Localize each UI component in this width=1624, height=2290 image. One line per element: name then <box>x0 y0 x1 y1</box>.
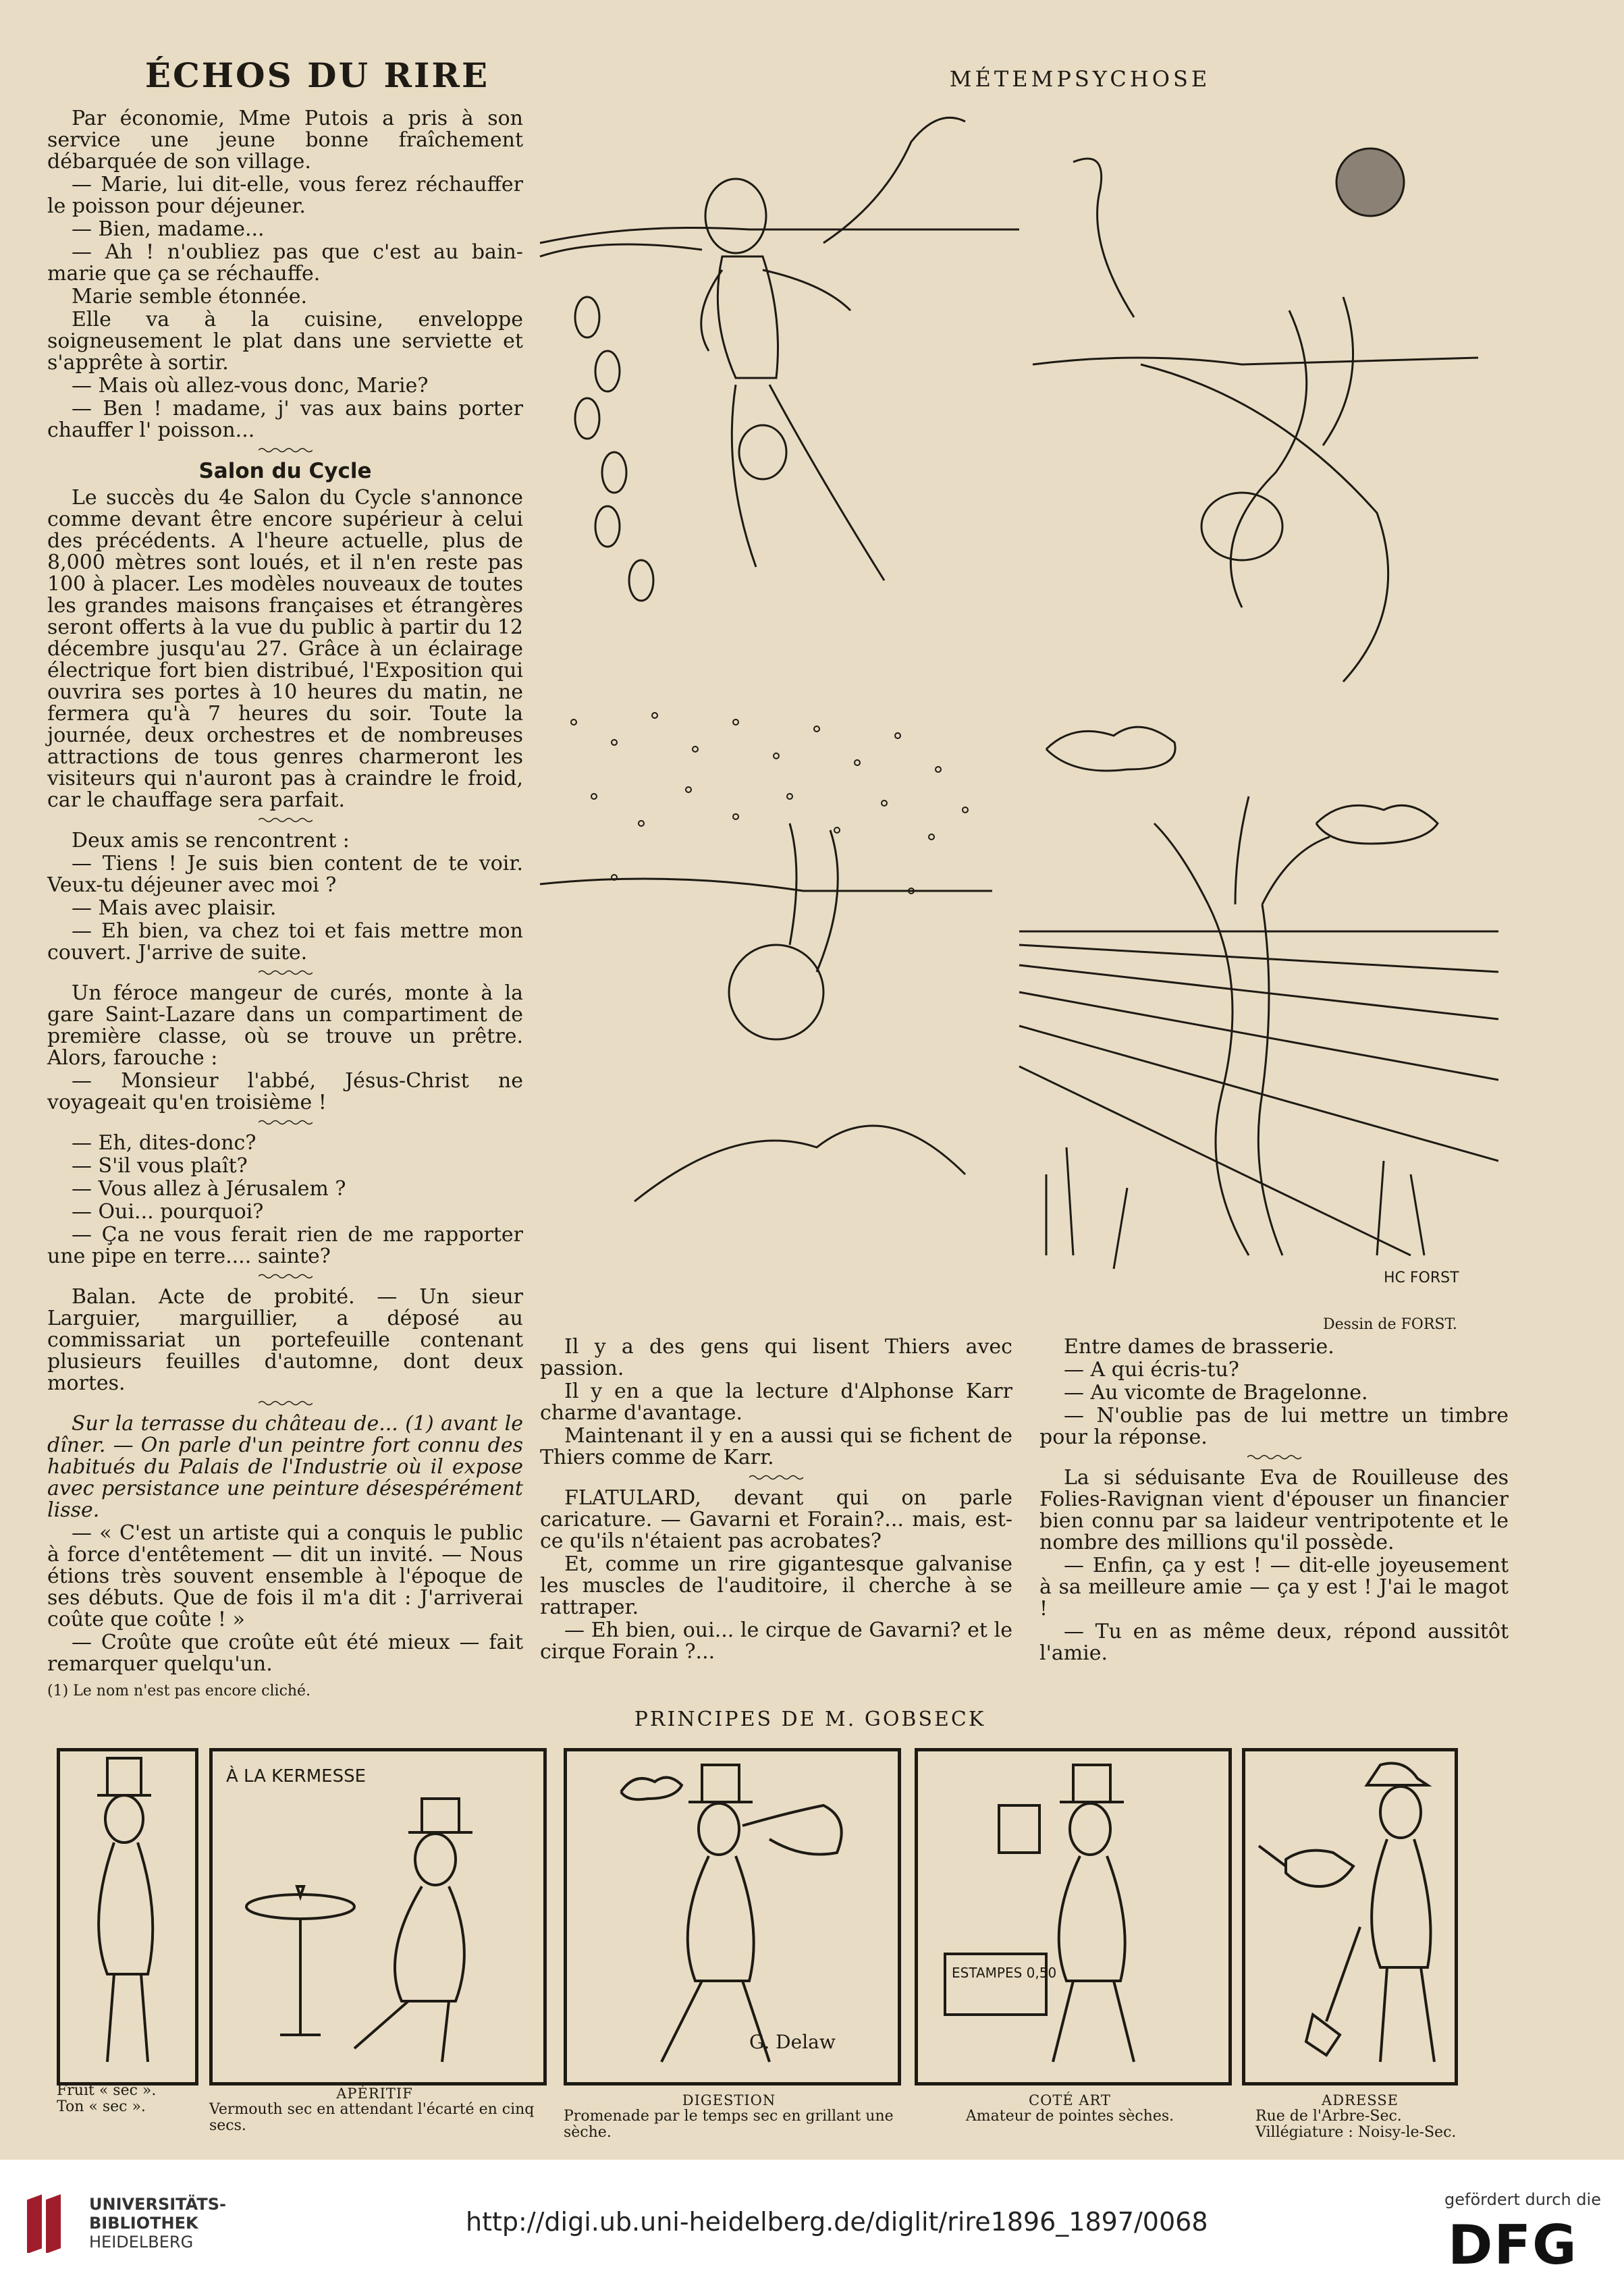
flatulard-p1: FLATULARD, devant qui on parle caricature. — Gavarni et Forain?... mais, est-ce qu'ils n'étaient pas acrobates? <box>540 1486 1012 1553</box>
delaw-signature: G. Delaw <box>749 2031 836 2053</box>
caption-1b: Ton « sec ». <box>57 2098 146 2115</box>
thiers-p3: Maintenant il y en a aussi qui se fichent de Thiers comme de Karr. <box>540 1424 1012 1469</box>
footprints <box>575 297 653 601</box>
caption-2-text: Vermouth sec en attendant l'écarté en cinq secs. <box>209 2101 535 2134</box>
caption-4-title: COTÉ ART <box>1029 2092 1111 2108</box>
caption-4-text: Amateur de pointes sèches. <box>965 2108 1174 2125</box>
caption-3-text: Promenade par le temps sec en grillant une sèche. <box>564 2108 894 2141</box>
caption-5a: Rue de l'Arbre-Sec. <box>1255 2108 1402 2125</box>
caption-1 <box>57 2083 205 2115</box>
amis-p1: Deux amis se rencontrent : <box>72 829 350 852</box>
panel3-hill <box>634 1126 965 1201</box>
caption-1a: Fruit « sec ». <box>57 2082 157 2099</box>
amis-p4: — Eh bien, va chez toi et fais mettre mon couvert. J'arrive de suite. <box>47 919 523 964</box>
thiers-p2: Il y en a que la lecture d'Alphonse Karr charme d'avantage. <box>540 1380 1012 1425</box>
salon-title: Salon du Cycle <box>198 459 372 483</box>
amis-p3: — Mais avec plaisir. <box>72 896 277 920</box>
library-line-1: UNIVERSITÄTS- <box>89 2195 227 2214</box>
dialogue-5: — Ça ne vous ferait rien de me rapporter une pipe en terre.... sainte? <box>47 1223 523 1268</box>
squiggle-separator <box>259 969 313 976</box>
panel2-ground <box>1141 364 1388 682</box>
cloud-2 <box>1316 805 1438 844</box>
walker-smoke <box>823 117 965 243</box>
column-right <box>1039 1336 1509 1666</box>
library-logo-icon <box>20 2185 81 2253</box>
left-title: ÉCHOS DU RIRE <box>144 55 490 95</box>
drawing-credit: Dessin de FORST. <box>1323 1316 1457 1333</box>
story-bain-marie-p6: Elle va à la cuisine, enveloppe soigneusement le plat dans une serviette et s'apprête à sortir. <box>47 308 523 375</box>
squiggle-separator <box>1247 1454 1301 1461</box>
footnote: (1) Le nom n'est pas encore cliché. <box>47 1683 311 1699</box>
caption-2-title: APÉRITIF <box>336 2085 413 2102</box>
story-bain-marie-p8: — Ben ! madame, j' vas aux bains porter chauffer l' poisson... <box>47 397 523 442</box>
brasserie-p3: — Au vicomte de Bragelonne. <box>1064 1381 1368 1405</box>
strip-panel-2 <box>209 1748 547 2085</box>
thiers-p1: Il y a des gens qui lisent Thiers avec passion. <box>540 1335 1012 1380</box>
dialogue-4: — Oui... pourquoi? <box>72 1200 264 1224</box>
tree-branches <box>1154 796 1330 904</box>
figure-adresse <box>1245 1751 1455 2082</box>
hill-line <box>540 244 702 256</box>
walker-body <box>718 256 778 378</box>
dialogue-1: — Eh, dites-donc? <box>72 1131 256 1155</box>
figure-fruit-sec <box>60 1751 195 2082</box>
salon-text: Le succès du 4e Salon du Cycle s'annonce comme devant être encore supérieur à celui des précédents. A l'heure actuelle, plus de 8,000 mètres sont loués, et il n'en reste pas 100 à placer. Les modèles nouveaux de toutes les grandes maisons françaises et étrangères seront offerts à la vue du public à partir du 12 décembre jusqu'au 27. Grâce à un éclairage électrique fort bien distribué, l'Exposition qui ouvrira ses portes à 10 heures du matin, ne fermera qu'à 7 heures du soir. Toute la journée, deux orchestres et de nombreuses attractions de tous genres charmeront les visiteurs qui n'auront pas à craindre le froid, car le chauffage sera parfait. <box>47 486 523 812</box>
balan-text: Balan. Acte de probité. — Un sieur Larguier, marguillier, a déposé au commissariat un portefeuille contenant plusieurs feuilles d'automne, dont deux mortes. <box>47 1285 523 1395</box>
caption-3-title: DIGESTION <box>682 2092 776 2108</box>
brasserie-p4: — N'oublie pas de lui mettre un timbre pour la réponse. <box>1039 1404 1509 1449</box>
strip-panel-5 <box>1242 1748 1458 2085</box>
panel3-ground <box>540 879 992 891</box>
eva-p1: La si séduisante Eva de Rouilleuse des Folies-Ravignan vient d'épouser un financier bien connu par sa laideur ventripotente et le nombre des millions qu'il possède. <box>1039 1466 1509 1554</box>
right-title: MÉTEMPSYCHOSE <box>949 66 1211 92</box>
terrasse-p2: — « C'est un artiste qui a conquis le public à force d'entêtement — dit un invité. — Nous étions très souvent ensemble à l'époque de ses débuts. Que de fois il m'a dit : J'arriverai coûte que coûte ! » <box>47 1521 523 1631</box>
estampes-sign: ESTAMPES 0,50 <box>952 1965 1057 1981</box>
strip-panel-4 <box>915 1748 1232 2085</box>
figure-aperitif <box>213 1751 543 2082</box>
cures-p1: Un féroce mangeur de curés, monte à la gare Saint-Lazare dans un compartiment de première classe, où se trouve un prêtre. Alors, farouche : <box>47 981 523 1070</box>
caption-3 <box>564 2092 894 2141</box>
metempsychose-illustration <box>533 94 1498 1309</box>
caption-5 <box>1255 2092 1465 2141</box>
story-bain-marie-p4: — Ah ! n'oubliez pas que c'est au bain-marie que ça se réchauffe. <box>47 240 523 285</box>
panel2-horizon <box>1033 358 1478 364</box>
squiggle-separator <box>259 817 313 823</box>
squiggle-separator <box>259 1273 313 1280</box>
caption-2 <box>209 2085 540 2134</box>
story-bain-marie-p1: Par économie, Mme Putois a pris à son service une jeune bonne fraîchement débarquée de son village. <box>47 107 523 173</box>
library-name <box>89 2195 226 2252</box>
squiggle-separator <box>749 1474 803 1481</box>
field-furrows <box>1019 945 1498 1255</box>
eva-p3: — Tu en as même deux, répond aussitôt l'amie. <box>1039 1620 1509 1665</box>
brasserie-p1: Entre dames de brasserie. <box>1064 1335 1334 1359</box>
dfg-logo: DFG <box>1448 2214 1578 2277</box>
eva-p2: — Enfin, ça y est ! — dit-elle joyeusement à sa meilleure amie — ça y est ! J'ai le magot ! <box>1039 1554 1509 1620</box>
strip-title: PRINCIPES DE M. GOBSECK <box>634 1708 986 1731</box>
plants <box>1046 1147 1424 1269</box>
strip-panel-1 <box>57 1748 198 2085</box>
squiggle-separator <box>259 1400 313 1407</box>
squiggle-separator <box>259 1119 313 1126</box>
story-bain-marie-p3: — Bien, madame... <box>72 217 265 241</box>
story-bain-marie-p5: Marie semble étonnée. <box>72 285 308 308</box>
funded-by-label: gefördert durch die <box>1444 2190 1601 2209</box>
brasserie-p2: — A qui écris-tu? <box>1064 1358 1239 1382</box>
source-url[interactable]: http://digi.ub.uni-heidelberg.de/diglit/rire1896_1897/0068 <box>466 2207 1208 2237</box>
flatulard-p3: — Eh bien, oui... le cirque de Gavarni? et le cirque Forain ?... <box>540 1618 1012 1664</box>
amis-p2: — Tiens ! Je suis bien content de te voir. Veux-tu déjeuner avec moi ? <box>47 852 523 897</box>
terrasse-p1: Sur la terrasse du château de... (1) avant le dîner. — On parle d'un peintre fort connu des habitués du Palais de l'Industrie où il expose avec persistance une peinture désespérément lisse. <box>47 1412 523 1522</box>
caption-5-title: ADRESSE <box>1322 2092 1399 2108</box>
terrasse-p3: — Croûte que croûte eût été mieux — fait remarquer quelqu'un. <box>47 1631 523 1676</box>
dialogue-3: — Vous allez à Jérusalem ? <box>72 1177 346 1201</box>
flatulard-p2: Et, comme un rire gigantesque galvanise les muscles de l'auditoire, il cherche à se rattraper. <box>540 1552 1012 1619</box>
walker-head <box>705 179 766 253</box>
library-line-3: HEIDELBERG <box>89 2233 194 2252</box>
caption-4 <box>915 2092 1225 2125</box>
figure-digestion <box>567 1751 898 2082</box>
caption-5b: Villégiature : Noisy-le-Sec. <box>1255 2124 1457 2141</box>
figure-cote-art <box>918 1751 1228 2082</box>
footer-bar <box>0 2160 1624 2290</box>
squiggle-separator <box>259 447 313 454</box>
story-bain-marie-p2: — Marie, lui dit-elle, vous ferez réchauffer le poisson pour déjeuner. <box>47 173 523 218</box>
dialogue-2: — S'il vous plaît? <box>72 1154 248 1178</box>
cures-p2: — Monsieur l'abbé, Jésus-Christ ne voyageait qu'en troisième ! <box>47 1069 523 1114</box>
panel2-figure <box>1230 297 1353 607</box>
story-bain-marie-p7: — Mais où allez-vous donc, Marie? <box>72 374 429 398</box>
kermesse-sign: À LA KERMESSE <box>226 1766 367 1787</box>
column-middle <box>540 1336 1012 1664</box>
column-left <box>47 108 523 1703</box>
horizon-line <box>540 228 1019 244</box>
dotted-sky <box>571 713 968 894</box>
sun <box>1336 148 1404 216</box>
strip-panel-3 <box>564 1748 901 2085</box>
cloud-1 <box>1046 727 1175 771</box>
walker-legs <box>732 385 884 580</box>
library-line-2: BIBLIOTHEK <box>89 2214 198 2233</box>
forst-signature: HC FORST <box>1384 1270 1459 1286</box>
